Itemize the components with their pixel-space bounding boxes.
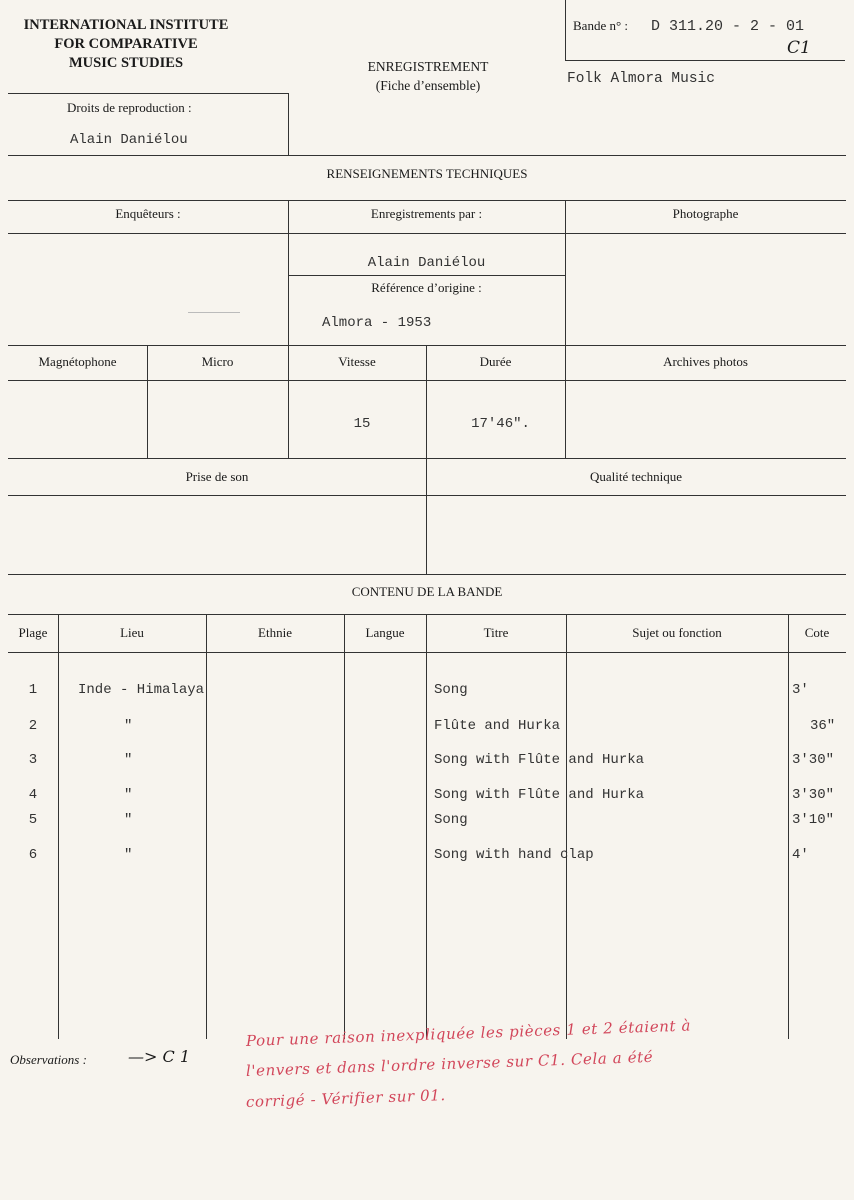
row-lieu: " <box>124 787 133 803</box>
form-title-text: ENREGISTREMENT <box>367 59 489 74</box>
row-titre: Song with hand clap <box>434 847 594 863</box>
row-titre: Song <box>434 682 468 698</box>
observations-line-1: Pour une raison inexpliquée les pièces 1 et 2 étaient à <box>245 1016 692 1050</box>
row-cote: 3'10" <box>792 812 835 828</box>
micro-label: Micro <box>201 354 234 369</box>
row-plage: 4 <box>28 787 38 803</box>
column-cote: Cote <box>804 625 830 640</box>
enregistrements-value: Alain Daniélou <box>367 255 486 271</box>
row-cote: 4' <box>792 847 809 863</box>
column-lieu: Lieu <box>120 625 144 640</box>
technical-section-title: RENSEIGNEMENTS TECHNIQUES <box>326 166 528 181</box>
row-cote: 3'30" <box>792 752 835 768</box>
row-plage: 2 <box>28 718 38 734</box>
row-cote: 3'30" <box>792 787 835 803</box>
vitesse-value: 15 <box>353 416 371 432</box>
qualite-label: Qualité technique <box>589 469 683 484</box>
row-titre: Flûte and Hurka <box>434 718 561 734</box>
form-subtitle-text: (Fiche d’ensemble) <box>375 78 481 93</box>
reference-label: Référence d’origine : <box>371 280 482 295</box>
row-plage: 6 <box>28 847 38 863</box>
row-lieu: " <box>124 752 133 768</box>
duree-value: 17'46". <box>471 416 530 432</box>
row-lieu: " <box>124 812 133 828</box>
duree-label: Durée <box>479 354 512 369</box>
observations-arrow-note: —> C 1 <box>128 1047 190 1066</box>
row-lieu: " <box>124 847 133 863</box>
row-cote: 3' <box>792 682 809 698</box>
institute-line-3: MUSIC STUDIES <box>68 55 184 71</box>
bande-note: C1 <box>787 38 811 58</box>
column-sujet: Sujet ou fonction <box>632 625 722 640</box>
institute-line-1: INTERNATIONAL INSTITUTE <box>23 17 229 33</box>
form-title <box>330 57 526 95</box>
observations-label: Observations : <box>10 1052 87 1067</box>
row-plage: 1 <box>28 682 38 698</box>
vitesse-label: Vitesse <box>338 354 376 369</box>
enregistrements-label: Enregistrements par : <box>370 206 483 221</box>
rights-value: Alain Daniélou <box>70 132 188 148</box>
collection-title: Folk Almora Music <box>567 71 715 87</box>
institute-line-2: FOR COMPARATIVE <box>54 36 198 52</box>
prise-label: Prise de son <box>185 469 249 484</box>
row-plage: 5 <box>28 812 38 828</box>
column-ethnie: Ethnie <box>258 625 292 640</box>
row-titre: Song <box>434 812 468 828</box>
reference-value: Almora - 1953 <box>322 315 432 331</box>
row-cote: 36" <box>810 718 836 734</box>
magnetophone-label: Magnétophone <box>38 354 117 369</box>
column-plage: Plage <box>18 625 48 640</box>
row-titre: Song with Flûte and Hurka <box>434 787 645 803</box>
row-titre: Song with Flûte and Hurka <box>434 752 645 768</box>
column-langue: Langue <box>365 625 405 640</box>
row-plage: 3 <box>28 752 38 768</box>
archives-label: Archives photos <box>663 354 748 369</box>
photographe-label: Photographe <box>672 206 739 221</box>
enqueteurs-label: Enquêteurs : <box>115 206 181 221</box>
column-titre: Titre <box>483 625 509 640</box>
row-lieu: Inde - Himalaya <box>78 682 205 698</box>
rights-label: Droits de reproduction : <box>67 100 192 115</box>
observations-line-3: corrigé - Vérifier sur 01. <box>245 1086 447 1111</box>
bande-value: D 311.20 - 2 - 01 <box>651 18 805 35</box>
observations-line-2: l'envers et dans l'ordre inverse sur C1. Cela a été <box>245 1047 654 1080</box>
row-lieu: " <box>124 718 133 734</box>
bande-label: Bande n° : <box>573 18 629 33</box>
institute-name <box>8 16 244 73</box>
contents-section-title: CONTENU DE LA BANDE <box>351 584 503 599</box>
